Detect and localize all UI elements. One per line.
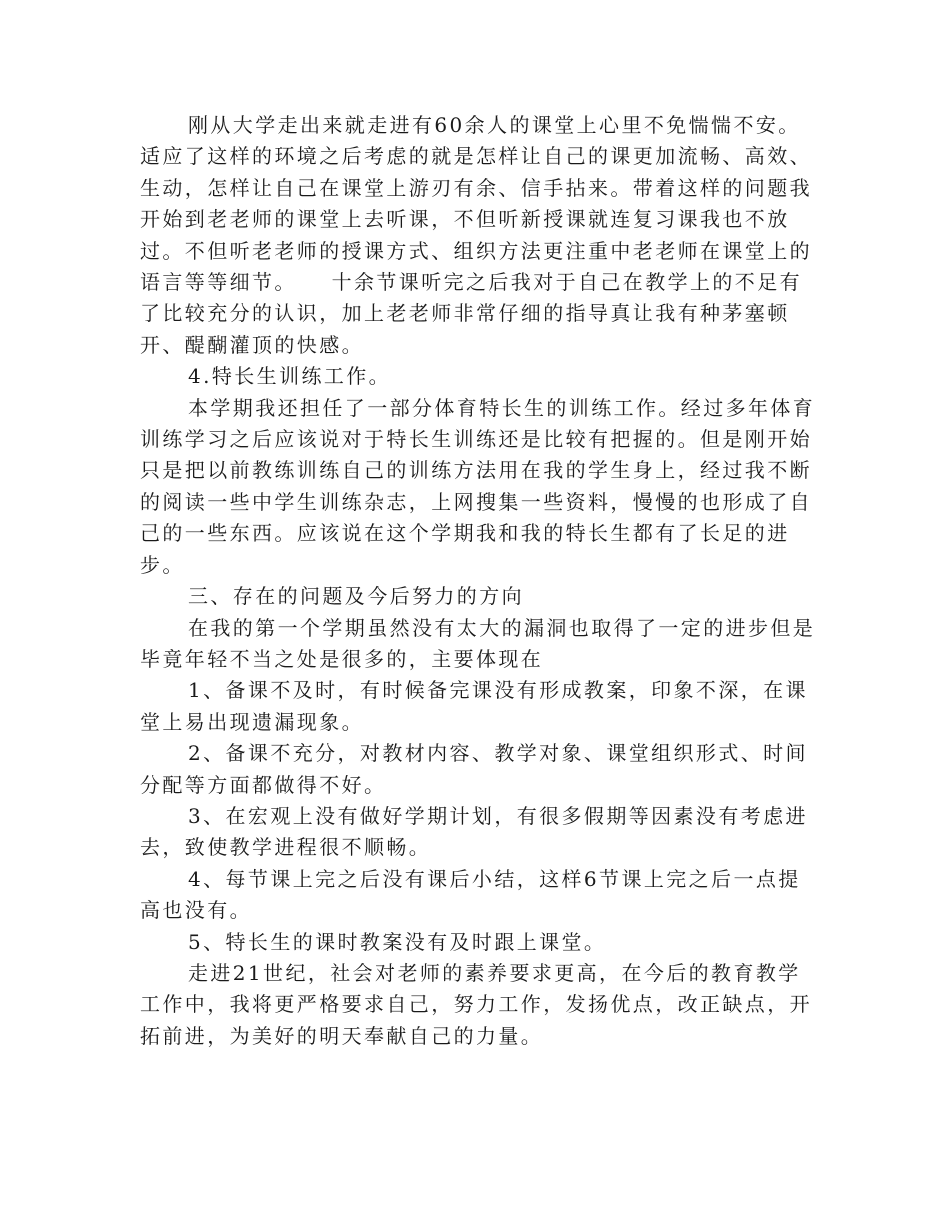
list-item-problem-1: 1、备课不及时，有时候备完课没有形成教案，印象不深，在课堂上易出现遗漏现象。 [140,678,808,734]
list-item-problem-4: 4、每节课上完之后没有课后小结，这样6节课上完之后一点提高也没有。 [140,866,801,923]
paragraph-conclusion: 走进21世纪，社会对老师的素养要求更高，在今后的教育教学工作中，我将更严格要求自己，努力工作，发扬优点，改正缺点，开拓前进，为美好的明天奉献自己的力量。 [140,960,812,1048]
section-heading-specialty-training: 4.特长生训练工作。 [188,364,392,389]
section-heading-problems: 三、存在的问题及今后努力的方向 [188,584,524,609]
list-item-problem-2: 2、备课不充分，对教材内容、教学对象、课堂组织形式、时间分配等方面都做得不好。 [140,741,808,797]
list-item-problem-3: 3、在宏观上没有做好学期计划，有很多假期等因素没有考虑进去，致使教学进程很不顺畅。 [140,803,808,860]
paragraph-problems-intro: 在我的第一个学期虽然没有太大的漏洞也取得了一定的进步但是毕竟年轻不当之处是很多的，主要体现在 [140,615,816,671]
list-item-problem-5: 5、特长生的课时教案没有及时跟上课堂。 [188,929,607,954]
paragraph-classroom-observation: 刚从大学走出来就走进有60余人的课堂上心里不免惴惴不安。适应了这样的环境之后考虑的就是怎样让自己的课更加流畅、高效、生动，怎样让自己在课堂上游刃有余、信手拈来。带着这样的问题我开始到老老师的课堂上去听课，不但听新授课就连复习课我也不放过。不但听老老师的授课方式、组织方法更注重中老老师在课堂上的语言等等细节。 十余节课听完之后我对于自己在教学上的不足有了比较充分的认识，加上老老师非常仔细的指导真让我有种茅塞顿开、醍醐灌顶的快感。 [140,113,812,357]
paragraph-specialty-training: 本学期我还担任了一部分体育特长生的训练工作。经过多年体育训练学习之后应该说对于特长生训练还是比较有把握的。但是刚开始只是把以前教练训练自己的训练方法用在我的学生身上，经过我不断的阅读一些中学生训练杂志，上网搜集一些资料，慢慢的也形成了自己的一些东西。应该说在这个学期我和我的特长生都有了长足的进步。 [140,395,816,577]
